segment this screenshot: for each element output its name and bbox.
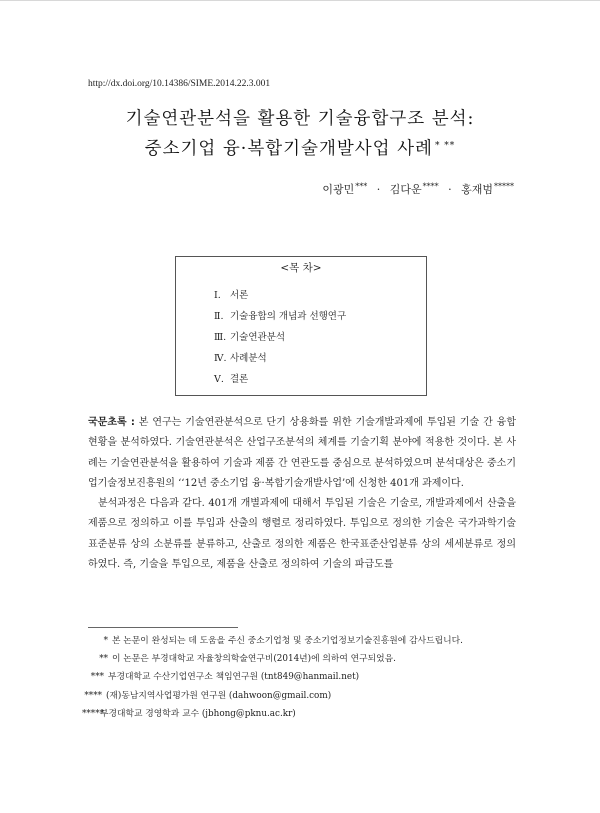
author-footnote-mark: **** (422, 182, 439, 191)
footnote-text: 본 논문이 완성되는 데 도움을 주신 중소기업청 및 중소기업정보기술진흥원에 감사드립니다. (112, 636, 463, 646)
author-list (322, 181, 514, 197)
toc-item-text: 결론 (230, 374, 249, 385)
footnote-mark: *** (90, 672, 104, 683)
abstract-label: 국문초록 : (88, 417, 135, 428)
toc-item (214, 373, 346, 394)
table-of-contents-box (175, 256, 427, 396)
toc-item-text: 기술연관분석 (230, 332, 286, 343)
paper-title-line-1: 기술연관분석을 활용한 기술융합구조 분석: (125, 109, 475, 129)
toc-item-number: Ⅳ. (214, 353, 227, 364)
author-footnote-mark: ***** (494, 182, 514, 191)
toc-item-text: 기술융합의 개념과 선행연구 (230, 311, 347, 322)
footnote-mark: ** (99, 654, 108, 665)
author-footnote-mark: *** (355, 182, 368, 191)
author-name: 김다운 (389, 183, 422, 196)
paper-title-line-2-text: 중소기업 융·복합기술개발사업 사례 (144, 139, 433, 159)
toc-item-text: 서론 (230, 290, 249, 301)
paper-title-line-2 (0, 135, 600, 160)
author-separator: · (448, 183, 452, 196)
toc-item (214, 352, 346, 373)
toc-heading: <목 차> (280, 262, 322, 274)
footnote-item (82, 705, 522, 723)
doi-link[interactable]: http://dx.doi.org/10.14386/SIME.2014.22.3.001 (88, 79, 271, 89)
korean-abstract (88, 413, 516, 575)
toc-item-number: Ⅰ. (214, 290, 221, 301)
toc-item (214, 331, 346, 352)
footnote-text: 부경대학교 수산기업연구소 책임연구원 (tnt849@hanmail.net) (108, 672, 360, 683)
footnote-text: 이 논문은 부경대학교 자율창의학술연구비(2014년)에 의하여 연구되었음. (112, 654, 396, 665)
footnote-mark: ***** (82, 708, 104, 719)
toc-item-number: Ⅲ. (214, 332, 227, 343)
footnotes (82, 632, 522, 723)
abstract-paragraph-2: 분석과정은 다음과 같다. 401개 개별과제에 대해서 투입된 기술은 기술로, 개발과제에서 산출을 제품으로 정의하고 이를 투입과 산출의 행렬로 정리하였다. 투입으로 정의한 기술은 국가과학기술표준분류 상의 소분류를 분류하고, 산출로 정의한 제품은 한국표준산업분류 상의 세세분류로 정의하였다. 즉, 기술을 투입으로, 제품을 산출로 정의하여 기술의 파급도를 (88, 498, 516, 571)
footnote-item (82, 632, 522, 650)
author-name: 홍재범 (461, 183, 493, 196)
toc-item-number: Ⅱ. (214, 311, 224, 322)
footnote-divider (88, 627, 238, 628)
author-separator: · (376, 183, 381, 196)
toc-item-text: 사례분석 (230, 353, 267, 364)
footnote-mark: * (103, 636, 108, 646)
toc-list (214, 289, 346, 394)
footnote-mark: **** (84, 690, 102, 701)
title-footnote-marks: * ** (434, 141, 456, 151)
abstract-paragraph-1 (88, 413, 516, 494)
footnote-text: (재)동남지역사업평가원 연구원 (dahwoon@gmail.com) (106, 690, 332, 701)
toc-item (214, 310, 346, 331)
footnote-text: 부경대학교 경영학과 교수 (jbhong@pknu.ac.kr) (100, 708, 296, 719)
author-name: 이광민 (322, 183, 355, 196)
toc-item-number: Ⅴ. (214, 374, 224, 385)
footnote-item (82, 687, 522, 705)
footnote-item (82, 668, 522, 686)
footnote-item (82, 650, 522, 668)
abstract-text-1: 본 연구는 기술연관분석으로 단기 상용화를 위한 기술개발과제에 투입된 기술 간 융합현황을 분석하였다. 기술연관분석은 산업구조분석의 체계를 기술기획 분야에 적용한 것이다. 본 사례는 기술연관분석을 활용하여 기술과 제품 간 연관도를 중심으로 분석하였으며 분석대상은 중소기업기술정보진흥원의 ‘‘12년 중소기업 융·복합기술개발사업’에 신청한 401개 과제이다. (88, 417, 516, 489)
toc-item (214, 289, 346, 310)
